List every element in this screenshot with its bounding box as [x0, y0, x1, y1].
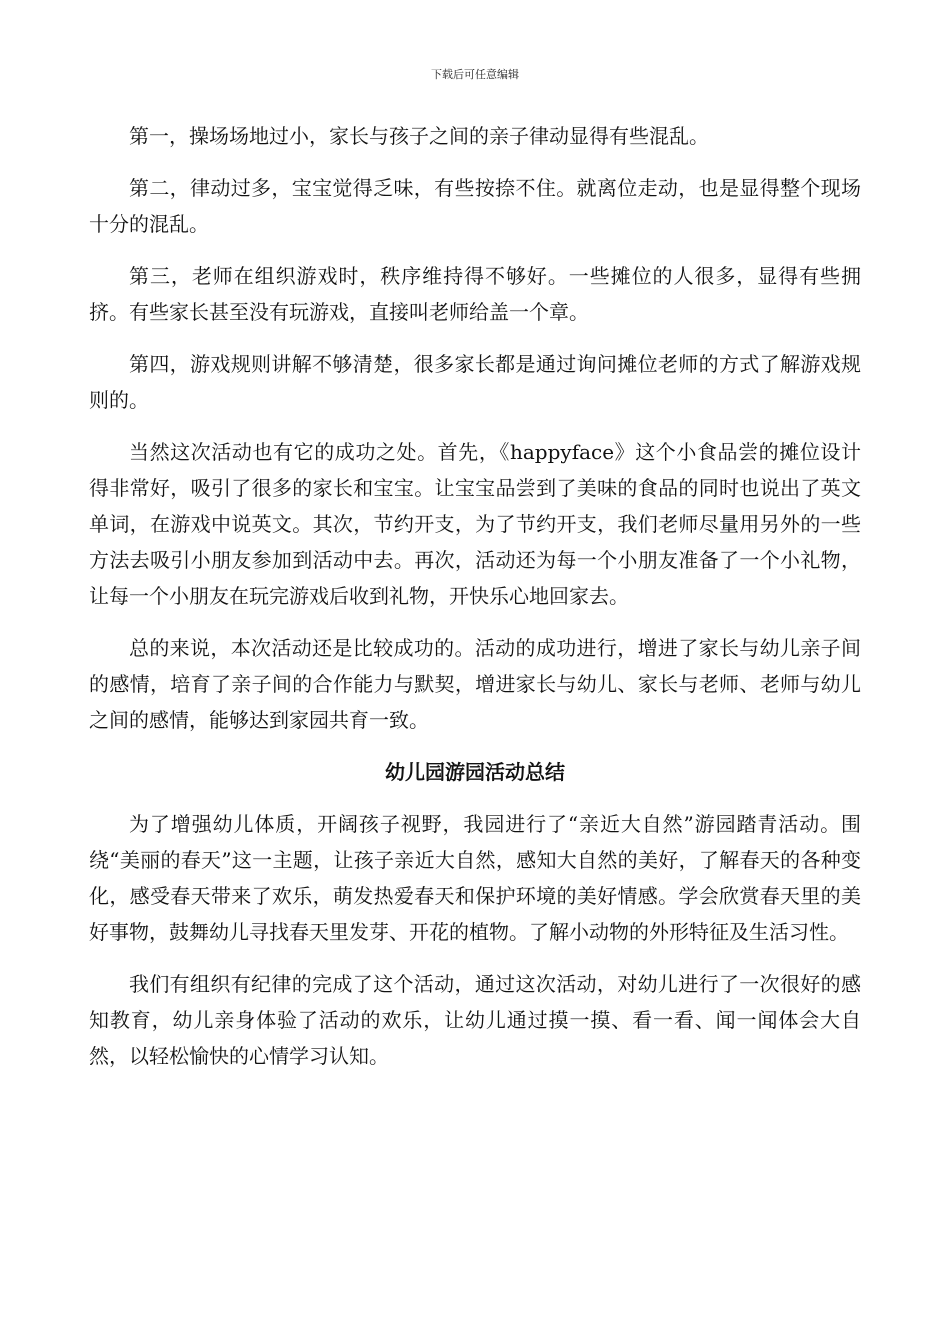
paragraph-7: 为了增强幼儿体质，开阔孩子视野，我园进行了“亲近大自然”游园踏青活动。围绕“美丽的春天”这一主题，让孩子亲近大自然，感知大自然的美好，了解春天的各种变化，感受春天带来了欢乐，萌发热爱春天和保护环境的美好情感。学会欣赏春天里的美好事物，鼓舞幼儿寻找春天里发芽、开花的植物。了解小动物的外形特征及生活习性。	[89, 812, 861, 944]
paragraph-6: 总的来说，本次活动还是比较成功的。活动的成功进行，增进了家长与幼儿亲子间的感情，培育了亲子间的合作能力与默契，增进家长与幼儿、家长与老师、老师与幼儿之间的感情，能够达到家园共育一致。	[89, 636, 861, 732]
section-title: 幼儿园游园活动总结	[385, 760, 565, 784]
paragraph-5: 当然这次活动也有它的成功之处。首先，《happyface》这个小食品尝的摊位设计得非常好，吸引了很多的家长和宝宝。让宝宝品尝到了美味的食品的同时也说出了英文单词，在游戏中说英文。其次，节约开支，为了节约开支，我们老师尽量用另外的一些方法去吸引小朋友参加到活动中去。再次，活动还为每一个小朋友准备了一个小礼物，让每一个小朋友在玩完游戏后收到礼物，开快乐心地回家去。	[89, 440, 861, 608]
paragraph-8: 我们有组织有纪律的完成了这个活动，通过这次活动，对幼儿进行了一次很好的感知教育，幼儿亲身体验了活动的欢乐，让幼儿通过摸一摸、看一看、闻一闻体会大自然，以轻松愉快的心情学习认知。	[89, 972, 861, 1068]
page-header: 下载后可任意编辑	[431, 68, 519, 81]
paragraph-3: 第三，老师在组织游戏时，秩序维持得不够好。一些摊位的人很多，显得有些拥挤。有些家长甚至没有玩游戏，直接叫老师给盖一个章。	[89, 264, 861, 324]
paragraph-2: 第二，律动过多，宝宝觉得乏味，有些按捺不住。就离位走动，也是显得整个现场十分的混乱。	[89, 176, 861, 236]
paragraph-1: 第一，操场场地过小，家长与孩子之间的亲子律动显得有些混乱。	[129, 124, 709, 148]
document-body	[89, 118, 861, 1090]
paragraph-4: 第四，游戏规则讲解不够清楚，很多家长都是通过询问摊位老师的方式了解游戏规则的。	[89, 352, 861, 412]
